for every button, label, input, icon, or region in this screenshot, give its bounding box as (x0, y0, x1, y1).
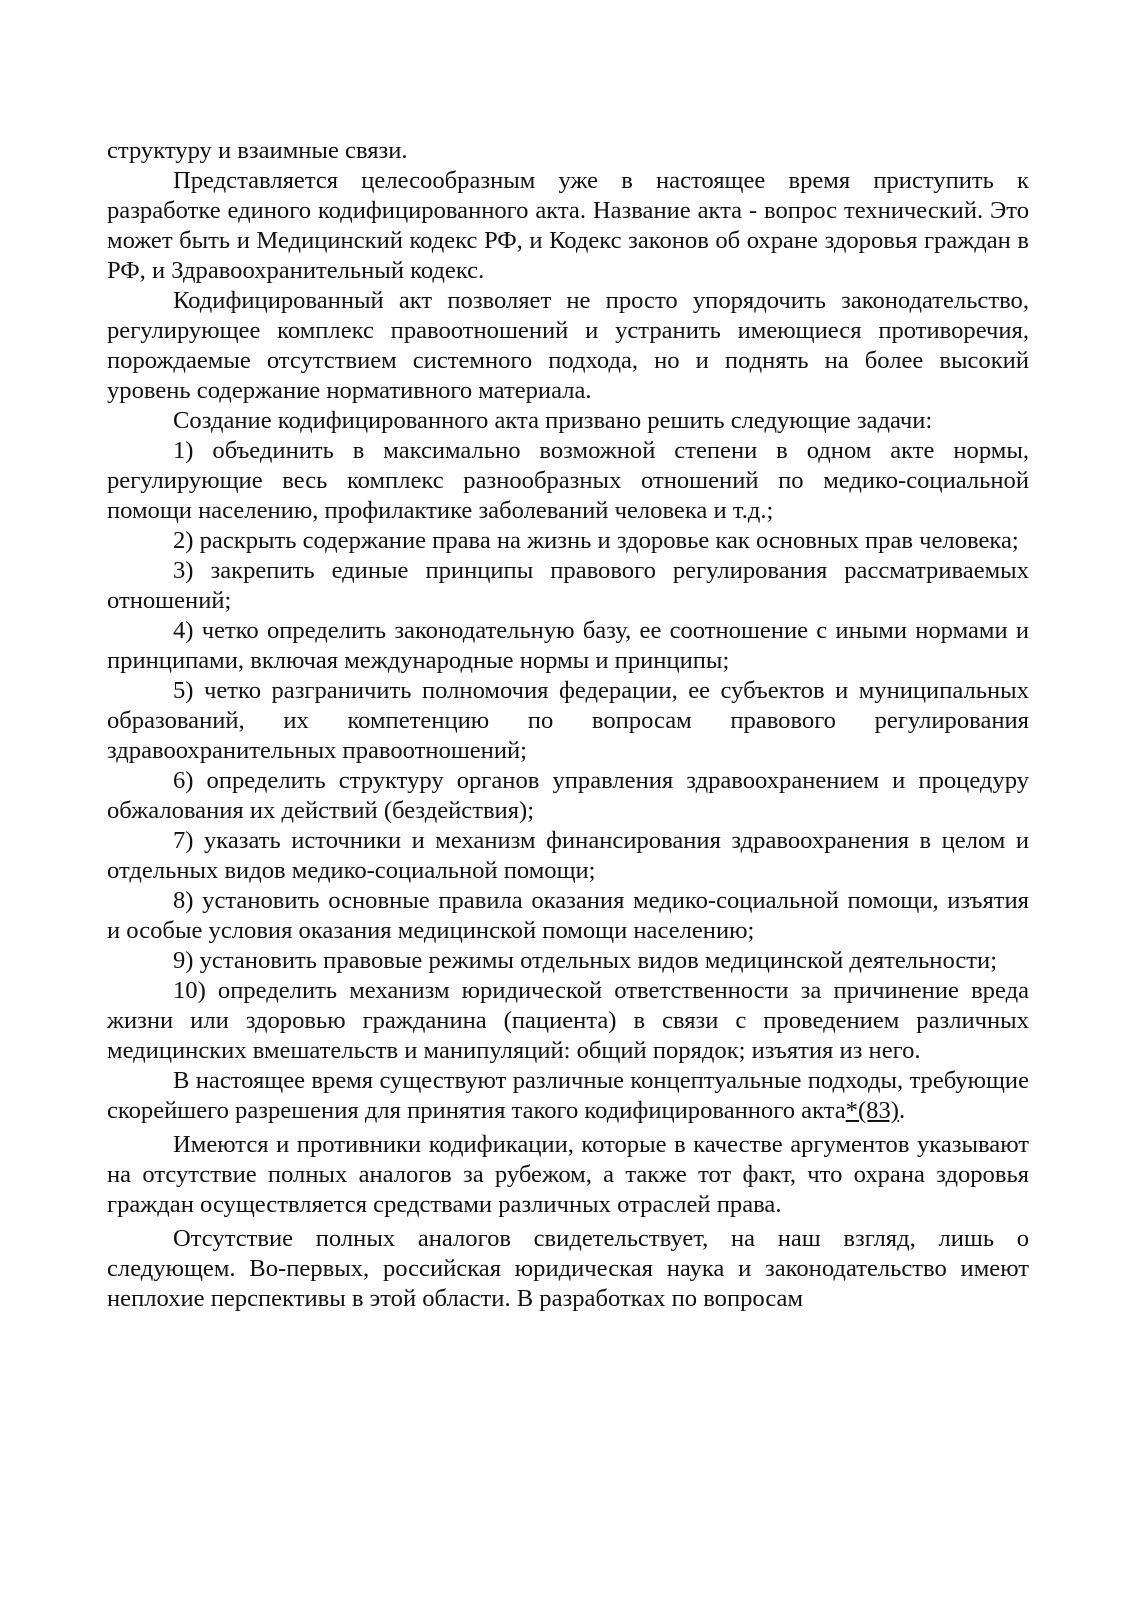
footnote-link[interactable]: *(83) (845, 1097, 899, 1124)
list-item: 2) раскрыть содержание права на жизнь и здоровье как основных прав человека; (173, 527, 1019, 554)
list-item: 6) определить структуру органов управления здравоохранением и процедуру обжалования их действий (бездействия); (107, 767, 1029, 824)
list-item: 8) установить основные правила оказания медико-социальной помощи, изъятия и особые условия оказания медицинской помощи населению; (107, 887, 1029, 944)
list-item: 10) определить механизм юридической ответственности за причинение вреда жизни или здоровью гражданина (пациента) в связи с проведением различных медицинских вмешательств и манипуляций: общий порядок; изъятия из него. (107, 977, 1029, 1064)
paragraph-text: . (898, 1097, 906, 1124)
paragraph: Создание кодифицированного акта призвано решить следующие задачи: (173, 407, 933, 434)
paragraph: Имеются и противники кодификации, которые в качестве аргументов указывают на отсутствие полных аналогов за рубежом, а также тот факт, что охрана здоровья граждан осуществляется средствами различных отраслей права. (107, 1131, 1029, 1218)
paragraph: Отсутствие полных аналогов свидетельствует, на наш взгляд, лишь о следующем. Во-первых, российская юридическая наука и законодательство имеют неплохие перспективы в этой области. В разработках по вопросам (107, 1225, 1029, 1312)
paragraph-text: В настоящее время существуют различные концептуальные подходы, требующие скорейшего разрешения для принятия такого кодифицированного акта (107, 1067, 1029, 1124)
list-item: 1) объединить в максимально возможной степени в одном акте нормы, регулирующие весь комплекс разнообразных отношений по медико-социальной помощи населению, профилактике заболеваний человека и т.д.; (107, 437, 1029, 524)
document-page (107, 136, 1029, 1314)
paragraph (107, 1066, 1029, 1126)
paragraph: Кодифицированный акт позволяет не просто упорядочить законодательство, регулирующее комплекс правоотношений и устранить имеющиеся противоречия, порождаемые отсутствием системного подхода, но и поднять на более высокий уровень содержание нормативного материала. (107, 287, 1029, 404)
list-item: 9) установить правовые режимы отдельных видов медицинской деятельности; (173, 947, 998, 974)
list-item: 3) закрепить единые принципы правового регулирования рассматриваемых отношений; (107, 557, 1029, 614)
paragraph: структуру и взаимные связи. (107, 137, 408, 164)
list-item: 4) четко определить законодательную базу, ее соотношение с иными нормами и принципами, включая международные нормы и принципы; (107, 617, 1029, 674)
list-item: 5) четко разграничить полномочия федерации, ее субъектов и муниципальных образований, их компетенцию по вопросам правового регулирования здравоохранительных правоотношений; (107, 677, 1029, 764)
list-item: 7) указать источники и механизм финансирования здравоохранения в целом и отдельных видов медико-социальной помощи; (107, 827, 1029, 884)
paragraph: Представляется целесообразным уже в настоящее время приступить к разработке единого кодифицированного акта. Название акта - вопрос технический. Это может быть и Медицинский кодекс РФ, и Кодекс законов об охране здоровья граждан в РФ, и Здравоохранительный кодекс. (107, 167, 1029, 284)
